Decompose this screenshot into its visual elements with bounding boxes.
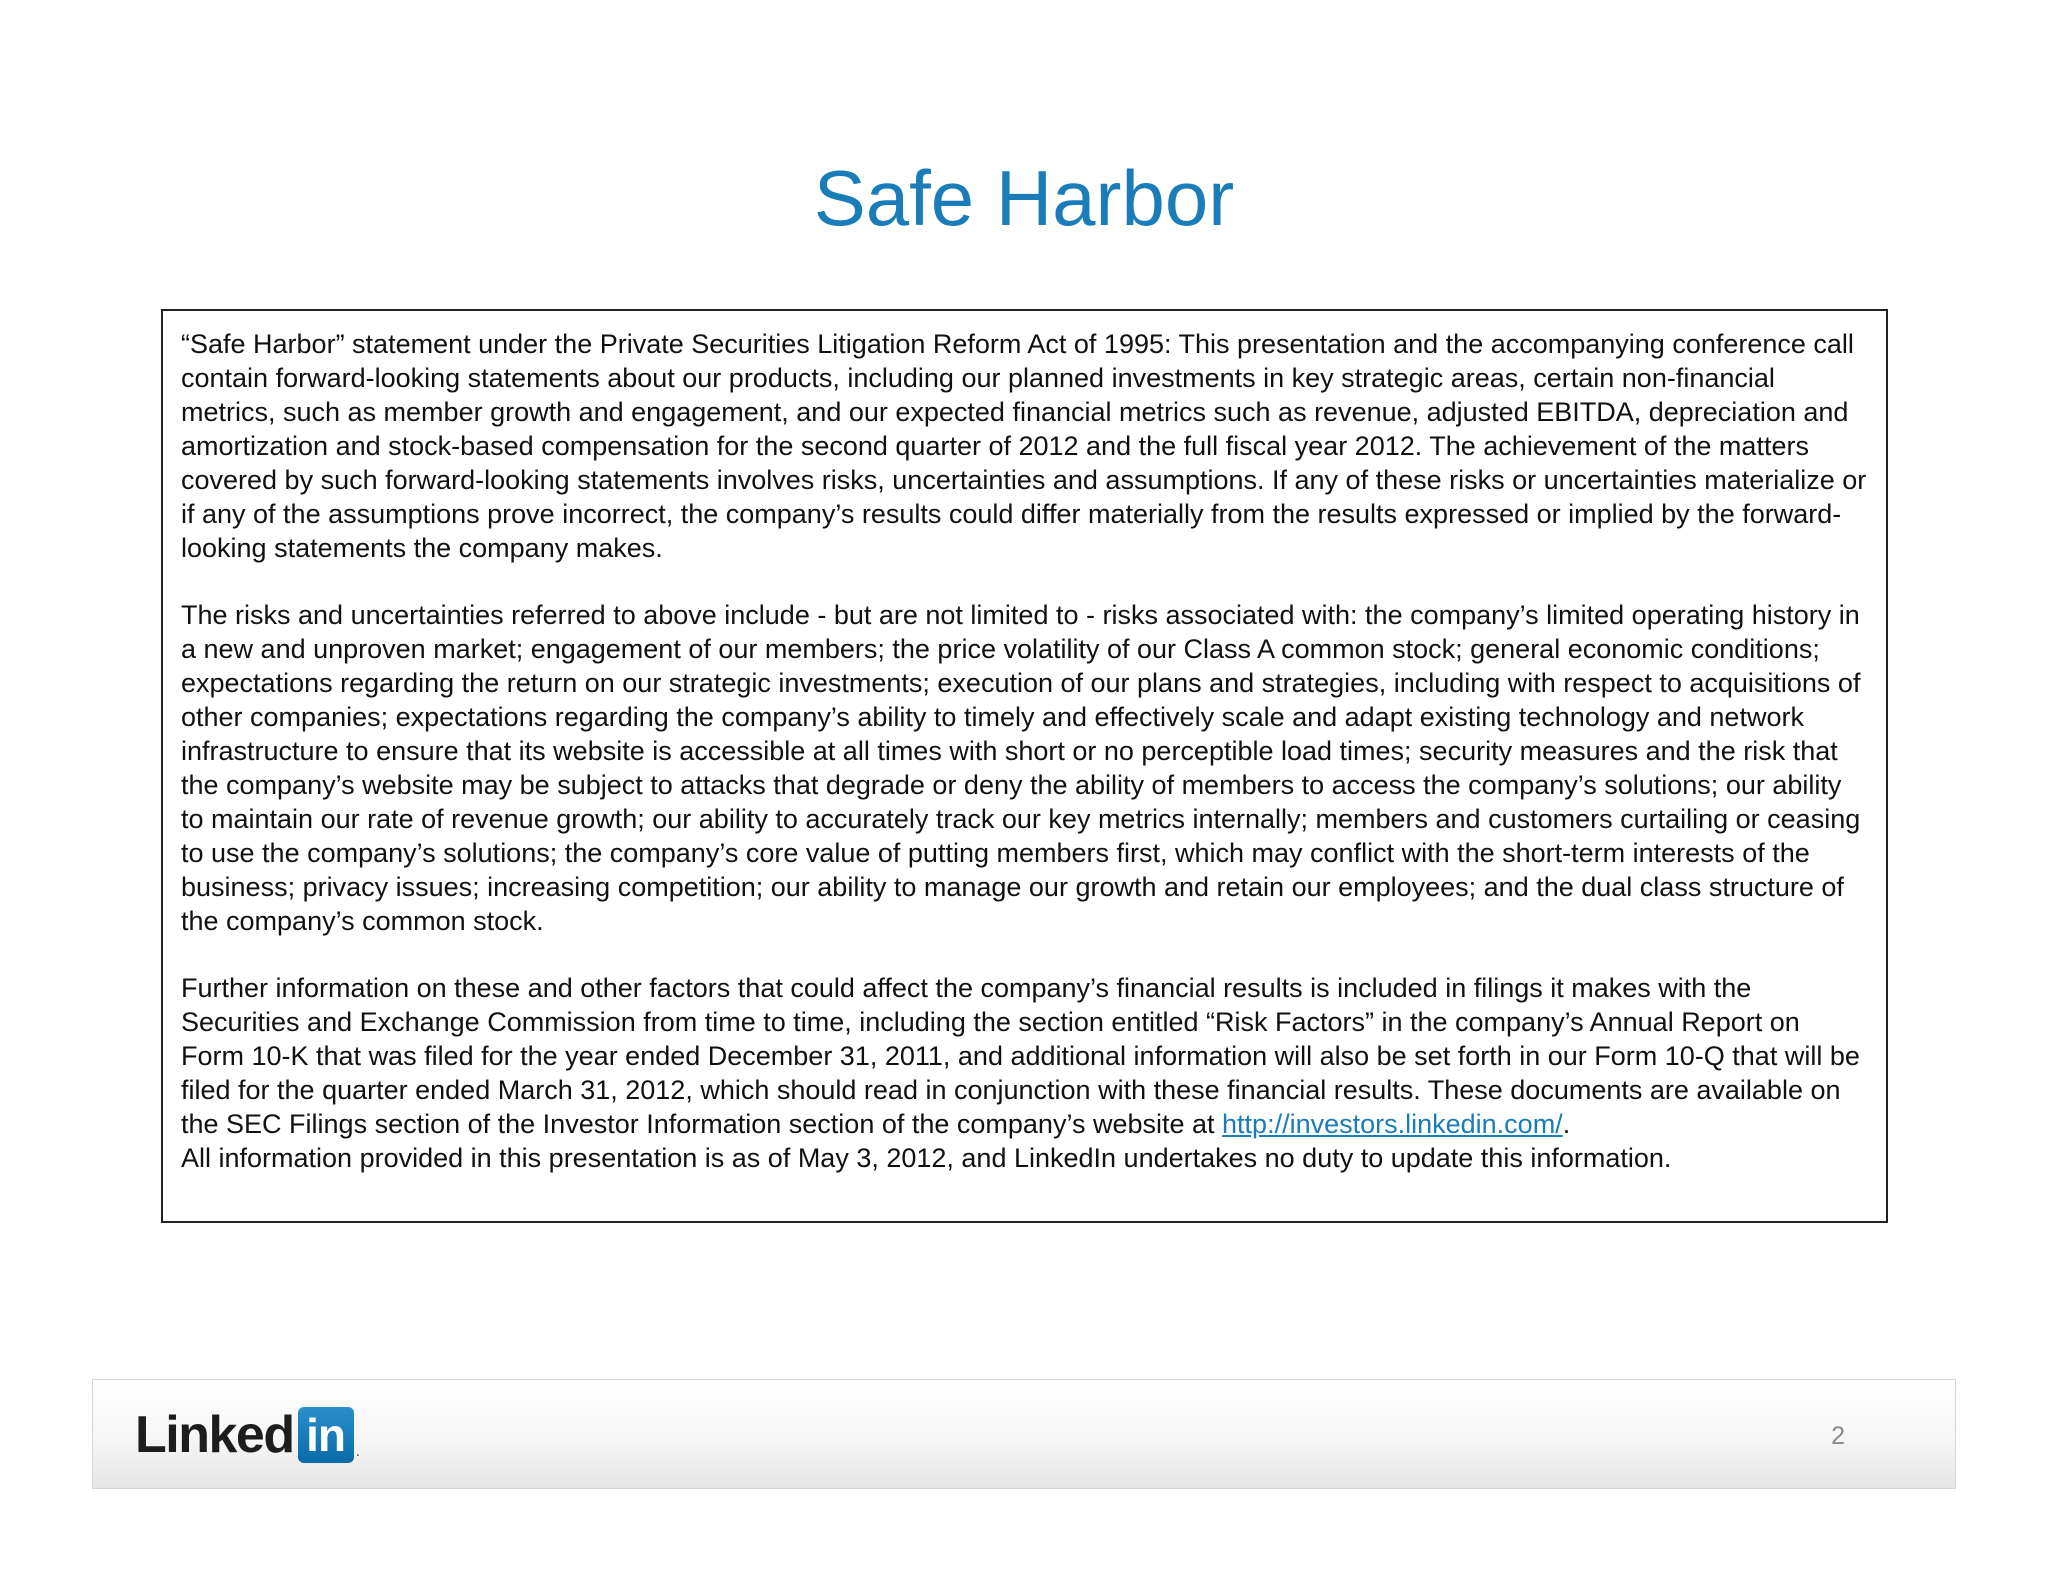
safe-harbor-disclaimer-box xyxy=(161,309,1888,1223)
link-trailing-period: . xyxy=(1562,1109,1571,1139)
linkedin-logo xyxy=(135,1407,360,1463)
disclaimer-paragraph-further-information xyxy=(181,971,1868,1175)
logo-in-badge-icon: in xyxy=(298,1407,354,1463)
further-information-text: Further information on these and other factors that could affect the company’s financial results is included in filings it makes with the Securities and Exchange Commission from time to time, including the section entitled “Risk Factors” in the company’s Annual Report on Form 10-K that was filed for the year ended December 31, 2011, and additional information will also be set forth in our Form 10-Q that will be filed for the quarter ended March 31, 2012, which should read in conjunction with these financial results. These documents are available on the SEC Filings section of the Investor Information section of the company’s website at xyxy=(181,973,1860,1139)
logo-registered-mark: . xyxy=(355,1443,361,1460)
slide-title: Safe Harbor xyxy=(813,154,1235,242)
information-date-statement: All information provided in this presentation is as of May 3, 2012, and LinkedIn undertakes no duty to update this information. xyxy=(181,1143,1672,1173)
footer-bar xyxy=(92,1379,1956,1489)
disclaimer-paragraph-forward-looking: “Safe Harbor” statement under the Private Securities Litigation Reform Act of 1995: This presentation and the accompanying conference call contain forward-looking statements about our products, including our planned investments in key strategic areas, certain non-financial metrics, such as member growth and engagement, and our expected financial metrics such as revenue, adjusted EBITDA, depreciation and amortization and stock-based compensation for the second quarter of 2012 and the full fiscal year 2012. The achievement of the matters covered by such forward-looking statements involves risks, uncertainties and assumptions. If any of these risks or uncertainties materialize or if any of the assumptions prove incorrect, the company’s results could differ materially from the results expressed or implied by the forward-looking statements the company makes. xyxy=(181,329,1867,563)
investor-relations-link[interactable]: http://investors.linkedin.com/ xyxy=(1222,1109,1563,1139)
logo-text-linked: Linked xyxy=(135,1406,294,1464)
disclaimer-paragraph-risks: The risks and uncertainties referred to above include - but are not limited to - risks associated with: the company’s limited operating history in a new and unproven market; engagement of our members; the price volatility of our Class A common stock; general economic conditions; expectations regarding the return on our strategic investments; execution of our plans and strategies, including with respect to acquisitions of other companies; expectations regarding the company’s ability to timely and effectively scale and adapt existing technology and network infrastructure to ensure that its website is accessible at all times with short or no perceptible load times; security measures and the risk that the company’s website may be subject to attacks that degrade or deny the ability of members to access the company’s solutions; our ability to maintain our rate of revenue growth; our ability to accurately track our key metrics internally; members and customers curtailing or ceasing to use the company’s solutions; the company’s core value of putting members first, which may conflict with the short-term interests of the business; privacy issues; increasing competition; our ability to manage our growth and retain our employees; and the dual class structure of the company’s common stock. xyxy=(181,600,1861,936)
page-number: 2 xyxy=(1831,1422,1845,1450)
